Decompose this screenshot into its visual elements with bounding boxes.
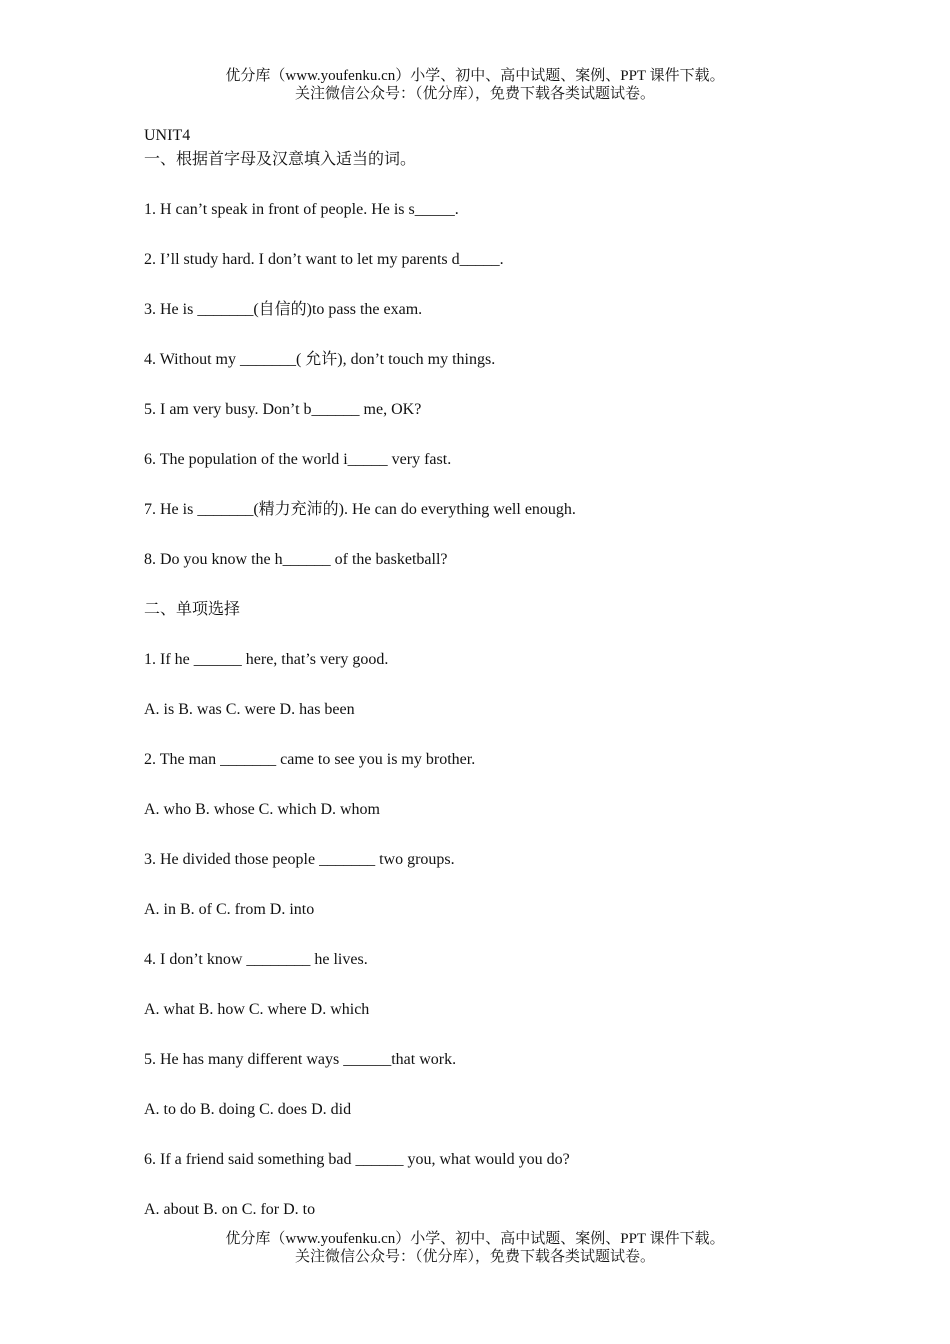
section-1-title: 一、根据首字母及汉意填入适当的词。 <box>144 151 417 168</box>
choice-question-1: 1. If he ______ here, that’s very good. <box>144 651 389 668</box>
header-line-1: 优分库（www.youfenku.cn）小学、初中、高中试题、案例、PPT 课件下载。 <box>225 68 725 84</box>
fill-item-8: 8. Do you know the h______ of the basketball? <box>144 551 448 568</box>
fill-item-1: 1. H can’t speak in front of people. He is s_____. <box>144 201 459 218</box>
unit-title: UNIT4 <box>144 127 191 144</box>
fill-item-4: 4. Without my _______( 允许), don’t touch my things. <box>144 351 496 368</box>
choice-options-1: A. is B. was C. were D. has been <box>144 701 355 718</box>
footer-line-2: 关注微信公众号：（优分库），免费下载各类试题试卷。 <box>294 1249 655 1265</box>
choice-options-3: A. in B. of C. from D. into <box>144 901 315 918</box>
choice-options-6: A. about B. on C. for D. to <box>144 1201 316 1218</box>
page-header <box>0 67 950 103</box>
document-body <box>144 126 864 1222</box>
choice-options-5: A. to do B. doing C. does D. did <box>144 1101 352 1118</box>
choice-question-3: 3. He divided those people _______ two groups. <box>144 851 455 868</box>
choice-question-2: 2. The man _______ came to see you is my brother. <box>144 751 476 768</box>
choice-question-4: 4. I don’t know ________ he lives. <box>144 951 368 968</box>
choice-question-5: 5. He has many different ways ______that work. <box>144 1051 457 1068</box>
choice-options-4: A. what B. how C. where D. which <box>144 1001 370 1018</box>
fill-item-6: 6. The population of the world i_____ very fast. <box>144 451 452 468</box>
section-2-title: 二、单项选择 <box>144 601 241 618</box>
fill-item-7: 7. He is _______(精力充沛的). He can do everything well enough. <box>144 501 576 518</box>
header-line-2: 关注微信公众号：（优分库），免费下载各类试题试卷。 <box>294 86 655 102</box>
choice-question-6: 6. If a friend said something bad ______ you, what would you do? <box>144 1151 570 1168</box>
fill-item-3: 3. He is _______(自信的)to pass the exam. <box>144 301 423 318</box>
fill-item-5: 5. I am very busy. Don’t b______ me, OK? <box>144 401 422 418</box>
choice-options-2: A. who B. whose C. which D. whom <box>144 801 380 818</box>
footer-line-1: 优分库（www.youfenku.cn）小学、初中、高中试题、案例、PPT 课件下载。 <box>225 1231 725 1247</box>
page-footer <box>0 1230 950 1266</box>
fill-item-2: 2. I’ll study hard. I don’t want to let my parents d_____. <box>144 251 504 268</box>
